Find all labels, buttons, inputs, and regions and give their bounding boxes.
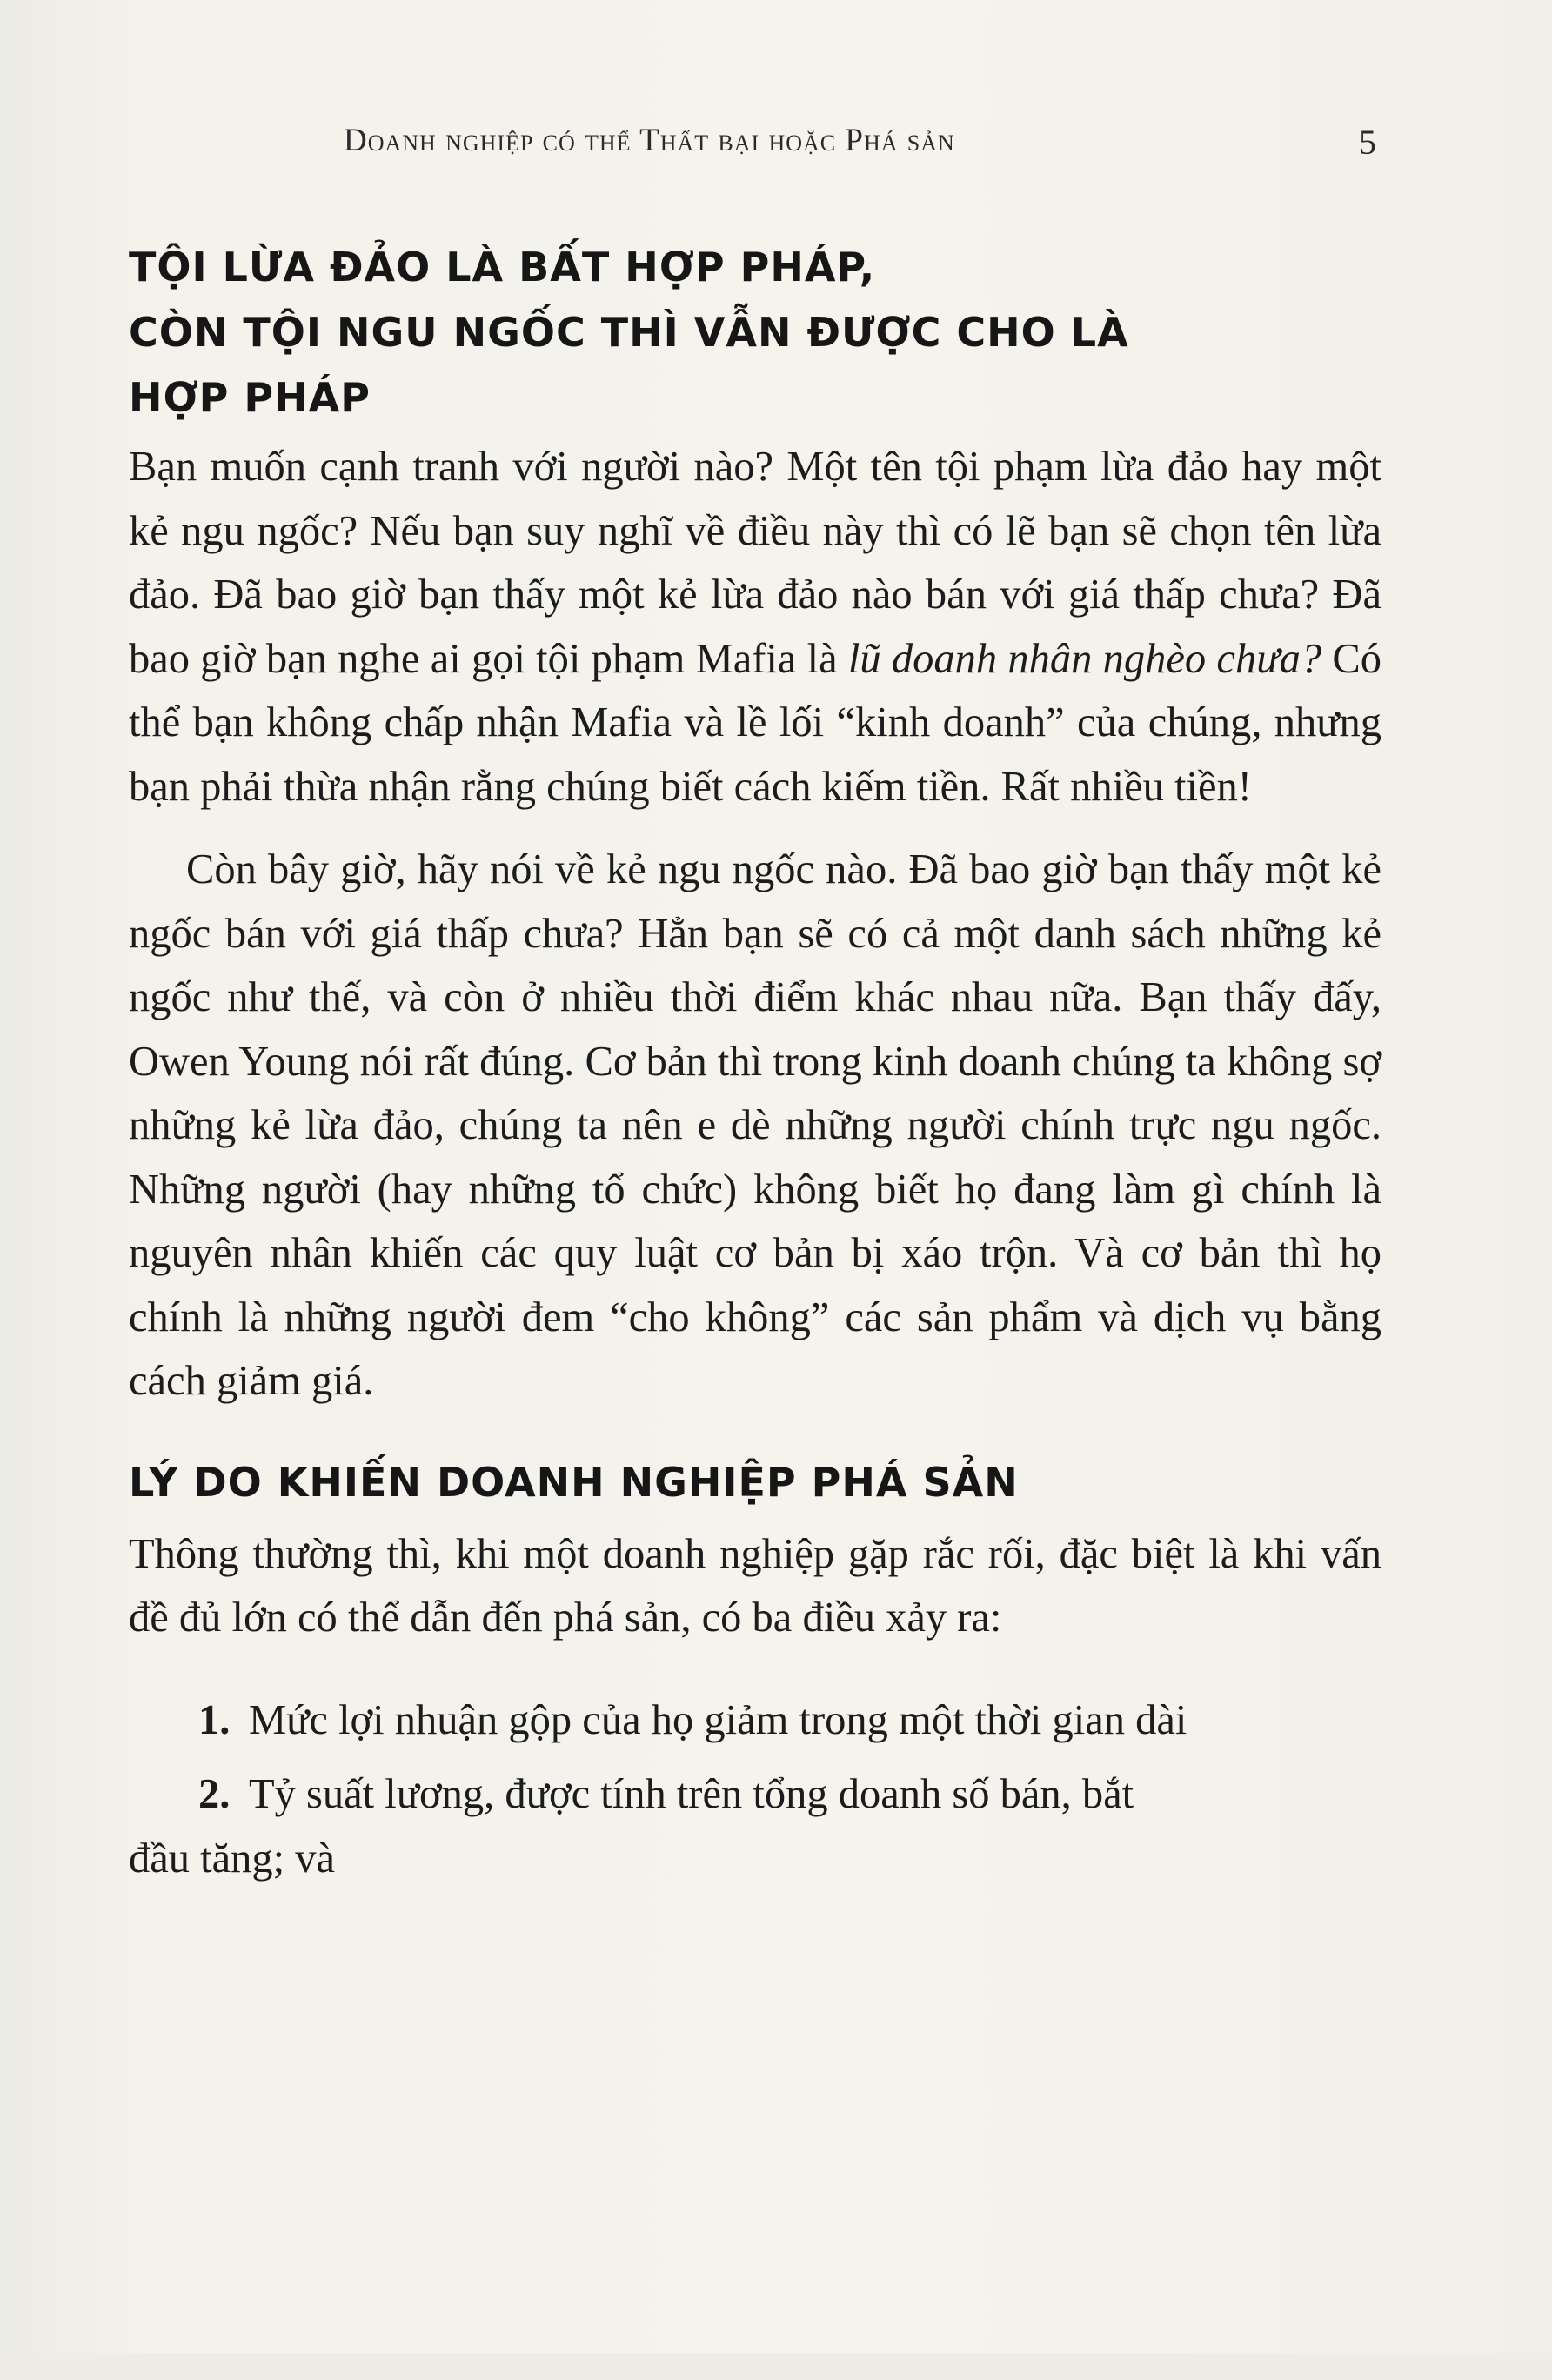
paragraph-3: Thông thường thì, khi một doanh nghiệp gặp rắc rối, đặc biệt là khi vấn đề đủ lớn có thể dẫn đến phá sản, có ba điều xảy ra: <box>129 1530 1381 1641</box>
running-header-title: Doanh nghiệp có thể Thất bại hoặc Phá sản <box>344 123 955 158</box>
heading-line: CÒN TỘI NGU NGỐC THÌ VẪN ĐƯỢC CHO LÀ <box>129 309 1129 356</box>
heading-line: HỢP PHÁP <box>129 374 371 421</box>
page-number: 5 <box>1359 123 1376 162</box>
section-heading-2: LÝ DO KHIẾN DOANH NGHIỆP PHÁ SẢN <box>129 1458 1019 1506</box>
list-item-continuation: đầu tăng; và <box>129 1835 336 1882</box>
list-number: 2. <box>198 1771 231 1817</box>
italic-phrase: lũ doanh nhân nghèo chưa? <box>847 635 1322 682</box>
list-item <box>129 1688 1381 1753</box>
paragraph-1-text: Bạn muốn cạnh tranh với người nào? Một tên tội phạm lừa đảo hay một kẻ ngu ngốc? Nếu bạn suy nghĩ về điều này thì có lẽ bạn sẽ chọn tên lừa đảo. Đã bao giờ bạn thấy một kẻ lừa đảo nào bán với giá thấp chưa? Đã bao giờ bạn nghe ai gọi tội phạm Mafia là <box>129 444 1381 682</box>
reasons-list <box>129 1688 1381 1891</box>
list-item-text: Tỷ suất lương, được tính trên tổng doanh số bán, bắt <box>249 1771 1134 1817</box>
list-item-text: Mức lợi nhuận gộp của họ giảm trong một thời gian dài <box>249 1696 1187 1743</box>
heading-line: TỘI LỪA ĐẢO LÀ BẤT HỢP PHÁP, <box>129 244 876 291</box>
list-number: 1. <box>198 1696 231 1743</box>
paragraph-1-text-end: Có thể bạn không chấp nhận Mafia và lề lối “kinh doanh” của chúng, nhưng bạn phải thừa nhận rằng chúng biết cách kiếm tiền. Rất nhiều tiền! <box>129 635 1382 810</box>
paragraph-2: Còn bây giờ, hãy nói về kẻ ngu ngốc nào. Đã bao giờ bạn thấy một kẻ ngốc bán với giá thấp chưa? Hẳn bạn sẽ có cả một danh sách những kẻ ngốc như thế, và còn ở nhiều thời điểm khác nhau nữa. Bạn thấy đấy, Owen Young nói rất đúng. Cơ bản thì trong kinh doanh chúng ta không sợ những kẻ lừa đảo, chúng ta nên e dè những người chính trực ngu ngốc. Những người (hay những tổ chức) không biết họ đang làm gì chính là nguyên nhân khiến các quy luật cơ bản bị xáo trộn. Và cơ bản thì họ chính là những người đem “cho không” các sản phẩm và dịch vụ bằng cách giảm giá. <box>129 846 1381 1404</box>
page-content <box>129 235 1381 1901</box>
paragraph-1 <box>129 435 1381 819</box>
list-item <box>129 1762 1381 1890</box>
page-bottom-edge <box>0 2353 1552 2380</box>
section-heading-1 <box>129 235 1381 431</box>
